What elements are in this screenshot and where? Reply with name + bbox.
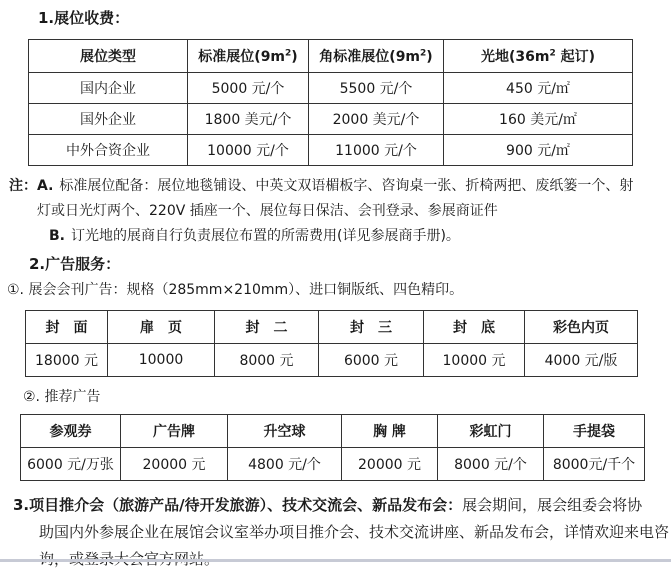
table-cell: 国外企业 [29,104,188,135]
header-text: ) [426,49,433,65]
table-cell: 1800 美元/个 [188,104,309,135]
col-header-inside-front: 封 二 [215,311,319,344]
table-cell: 10000 元/个 [188,135,309,166]
note-a-line1 [9,174,671,199]
col-header-title-page: 扉 页 [108,311,215,344]
journal-table-price-row [26,344,638,377]
table-cell: 8000元/千个 [544,448,645,481]
table-row-domestic [29,73,633,104]
section1-heading: 1.展位收费： [38,9,130,27]
col-header-rainbow-arch: 彩虹门 [438,415,544,448]
table-cell: 5000 元/个 [188,73,309,104]
table-cell: 10000 元 [424,344,525,377]
section2-heading: 2.广告服务： [29,255,121,273]
table-cell: 8000 元 [215,344,319,377]
col-header-raw-space [444,40,633,73]
header-text: ) [291,49,298,65]
table-cell: 6000 元/万张 [21,448,121,481]
header-text: 标准展位(9m [198,49,286,65]
booth-fees-table [28,39,633,166]
section3-heading: 3.项目推介会（旅游产品/待开发旅游）、技术交流会、新品发布会： [13,496,463,514]
superscript-2: 2 [285,48,292,59]
note-a-text1: 标准展位配备：展位地毯铺设、中英文双语楣板字、咨询桌一张、折椅两把、废纸篓一个、射 [59,178,634,194]
window-bottom-edge [0,559,671,562]
header-text: 光地(36m [480,49,550,65]
table-row-foreign [29,104,633,135]
header-text: 角标准展位(9m [319,49,421,65]
recommended-table-header-row [21,415,645,448]
superscript-2: 2 [420,48,427,59]
booth-table-header-row [29,40,633,73]
note-b-text: 订光地的展商自行负责展位布置的所需费用(详见参展商手册)。 [71,228,460,244]
table-cell: 900 元/㎡ [444,135,633,166]
col-header-handbag: 手提袋 [544,415,645,448]
superscript-2: 2 [549,48,556,59]
recommended-ads-table [20,414,645,481]
table-cell: 6000 元 [319,344,424,377]
col-header-visitor-ticket: 参观券 [21,415,121,448]
table-cell: 中外合资企业 [29,135,188,166]
table-cell: 4800 元/个 [228,448,342,481]
note-a-prefix: 注：A. [9,178,54,194]
journal-ad-intro: ①. 展会会刊广告：规格（285mm×210mm）、进口铜版纸、四色精印。 [7,282,464,298]
note-a-line2: 灯或日光灯两个、220V 插座一个、展位每日保洁、会刊登录、参展商证件 [37,203,498,219]
section3-line2: 助国内外参展企业在展馆会议室举办项目推介会、技术交流讲座、新品发布会，详情欢迎来电咨 [39,523,670,541]
table-cell: 450 元/㎡ [444,73,633,104]
table-cell: 20000 元 [121,448,228,481]
recommended-table-price-row [21,448,645,481]
table-cell: 10000 [108,344,215,377]
note-b-prefix: B. [49,228,65,244]
col-header-badge: 胸 牌 [342,415,438,448]
journal-ads-table [25,310,638,377]
table-cell: 20000 元 [342,448,438,481]
col-header-corner-booth [309,40,444,73]
document-page [0,8,671,564]
col-header-balloon: 升空球 [228,415,342,448]
section3-text: 展会期间，展会组委会将协 [462,496,643,514]
table-cell: 160 美元/㎡ [444,104,633,135]
col-header-standard-booth [188,40,309,73]
note-b-line [49,224,671,249]
recommended-ad-intro: ②. 推荐广告 [23,389,101,405]
table-cell: 11000 元/个 [309,135,444,166]
table-cell: 18000 元 [26,344,108,377]
header-text: 起订) [555,49,595,65]
table-cell: 2000 美元/个 [309,104,444,135]
journal-table-header-row [26,311,638,344]
table-cell: 8000 元/个 [438,448,544,481]
table-cell: 4000 元/版 [525,344,638,377]
table-cell: 5500 元/个 [309,73,444,104]
col-header-billboard: 广告牌 [121,415,228,448]
table-cell: 国内企业 [29,73,188,104]
col-header-booth-type: 展位类型 [29,40,188,73]
col-header-back-cover: 封 底 [424,311,525,344]
table-row-joint-venture [29,135,633,166]
col-header-inside-back: 封 三 [319,311,424,344]
section3-line1 [13,492,671,519]
col-header-color-page: 彩色内页 [525,311,638,344]
col-header-front-cover: 封 面 [26,311,108,344]
